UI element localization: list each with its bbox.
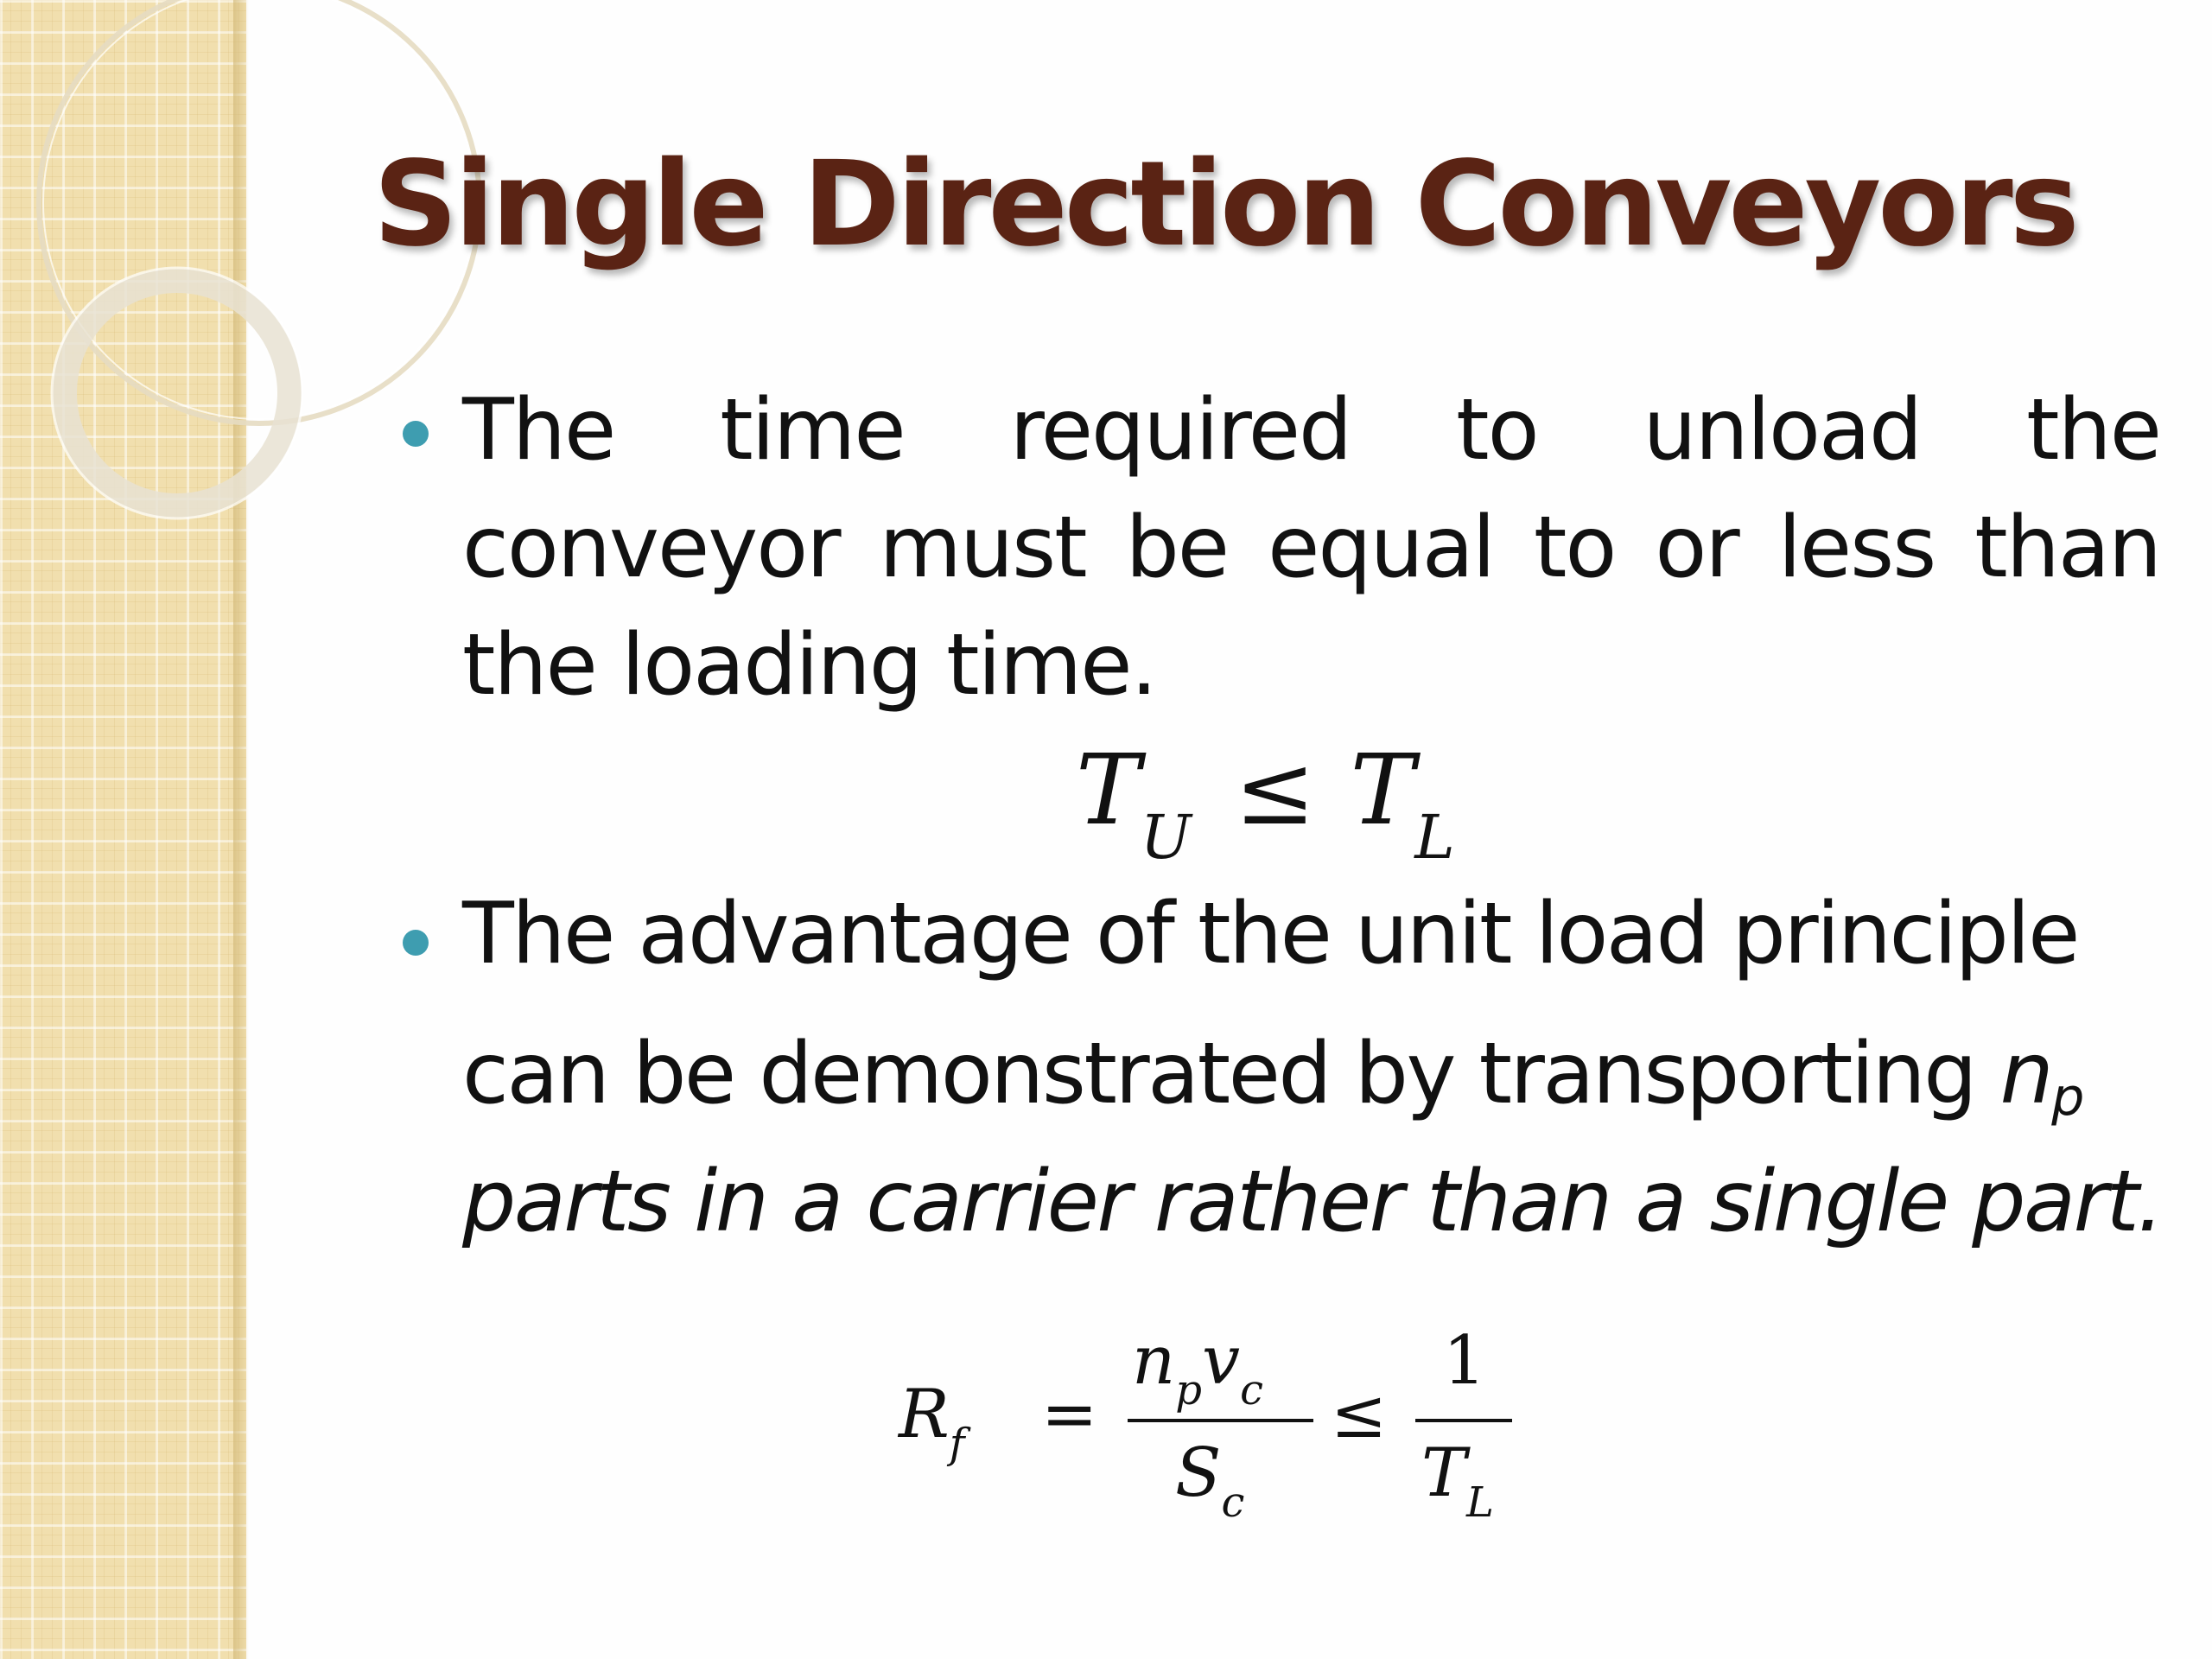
eq2-denominator [1175,1434,1244,1527]
eq2-num2-var: v [1201,1322,1241,1400]
bullet-dot-1 [403,421,429,447]
eq2-numerator [1132,1322,1263,1414]
eq1-rhs-sub: L [1414,802,1455,873]
decor-ring-small [65,281,289,505]
eq2-num1-sub: p [1175,1366,1202,1414]
eq2-fraction-bar-2 [1415,1419,1512,1422]
bullet-2-var-np [1999,1025,2082,1128]
eq2-rhs-numerator: 1 [1443,1322,1486,1400]
eq1-operator: ≤ [1234,734,1316,847]
bullet-2-line-2-text: can be demonstrated by transporting [462,1025,2000,1123]
bullet-2-line-1: The advantage of the unit load principle [462,885,2078,983]
eq2-den-var: S [1175,1434,1222,1512]
eq2-num1-var: n [1132,1322,1176,1400]
eq2-lhs [899,1376,965,1468]
np-var: n [1999,1025,2052,1123]
eq2-lhs-sub: f [949,1420,965,1468]
eq2-rhs-denominator [1421,1434,1494,1527]
eq2-num2-sub: c [1240,1366,1263,1414]
eq2-lhs-var: R [899,1376,950,1453]
eq1-lhs-sub: U [1140,802,1192,873]
eq2-rhs-den-sub: L [1466,1478,1494,1527]
np-sub: p [2051,1067,2082,1128]
decorative-rings [0,0,518,605]
bullet-dot-2 [403,930,429,956]
eq2-den-sub: c [1221,1478,1245,1527]
decor-ring-small-highlight [52,268,302,518]
eq2-rhs-den-var: T [1421,1434,1467,1512]
equation-unload-le-load [1076,734,1455,873]
bullet-2-line-3: parts in a carrier rather than a single part. [462,1153,2162,1251]
eq1-lhs-var: T [1076,734,1141,847]
bullet-1-text: The time required to unload the conveyor must be equal to or less than the loading time. [462,381,2160,715]
eq2-operator: ≤ [1331,1376,1388,1453]
eq2-equals: = [1041,1376,1098,1453]
eq2-fraction-bar-1 [1128,1419,1313,1422]
slide-title: Single Direction Conveyors [373,137,2076,273]
bullet-2-line-2 [462,1025,2082,1128]
eq1-rhs-var: T [1350,734,1415,847]
